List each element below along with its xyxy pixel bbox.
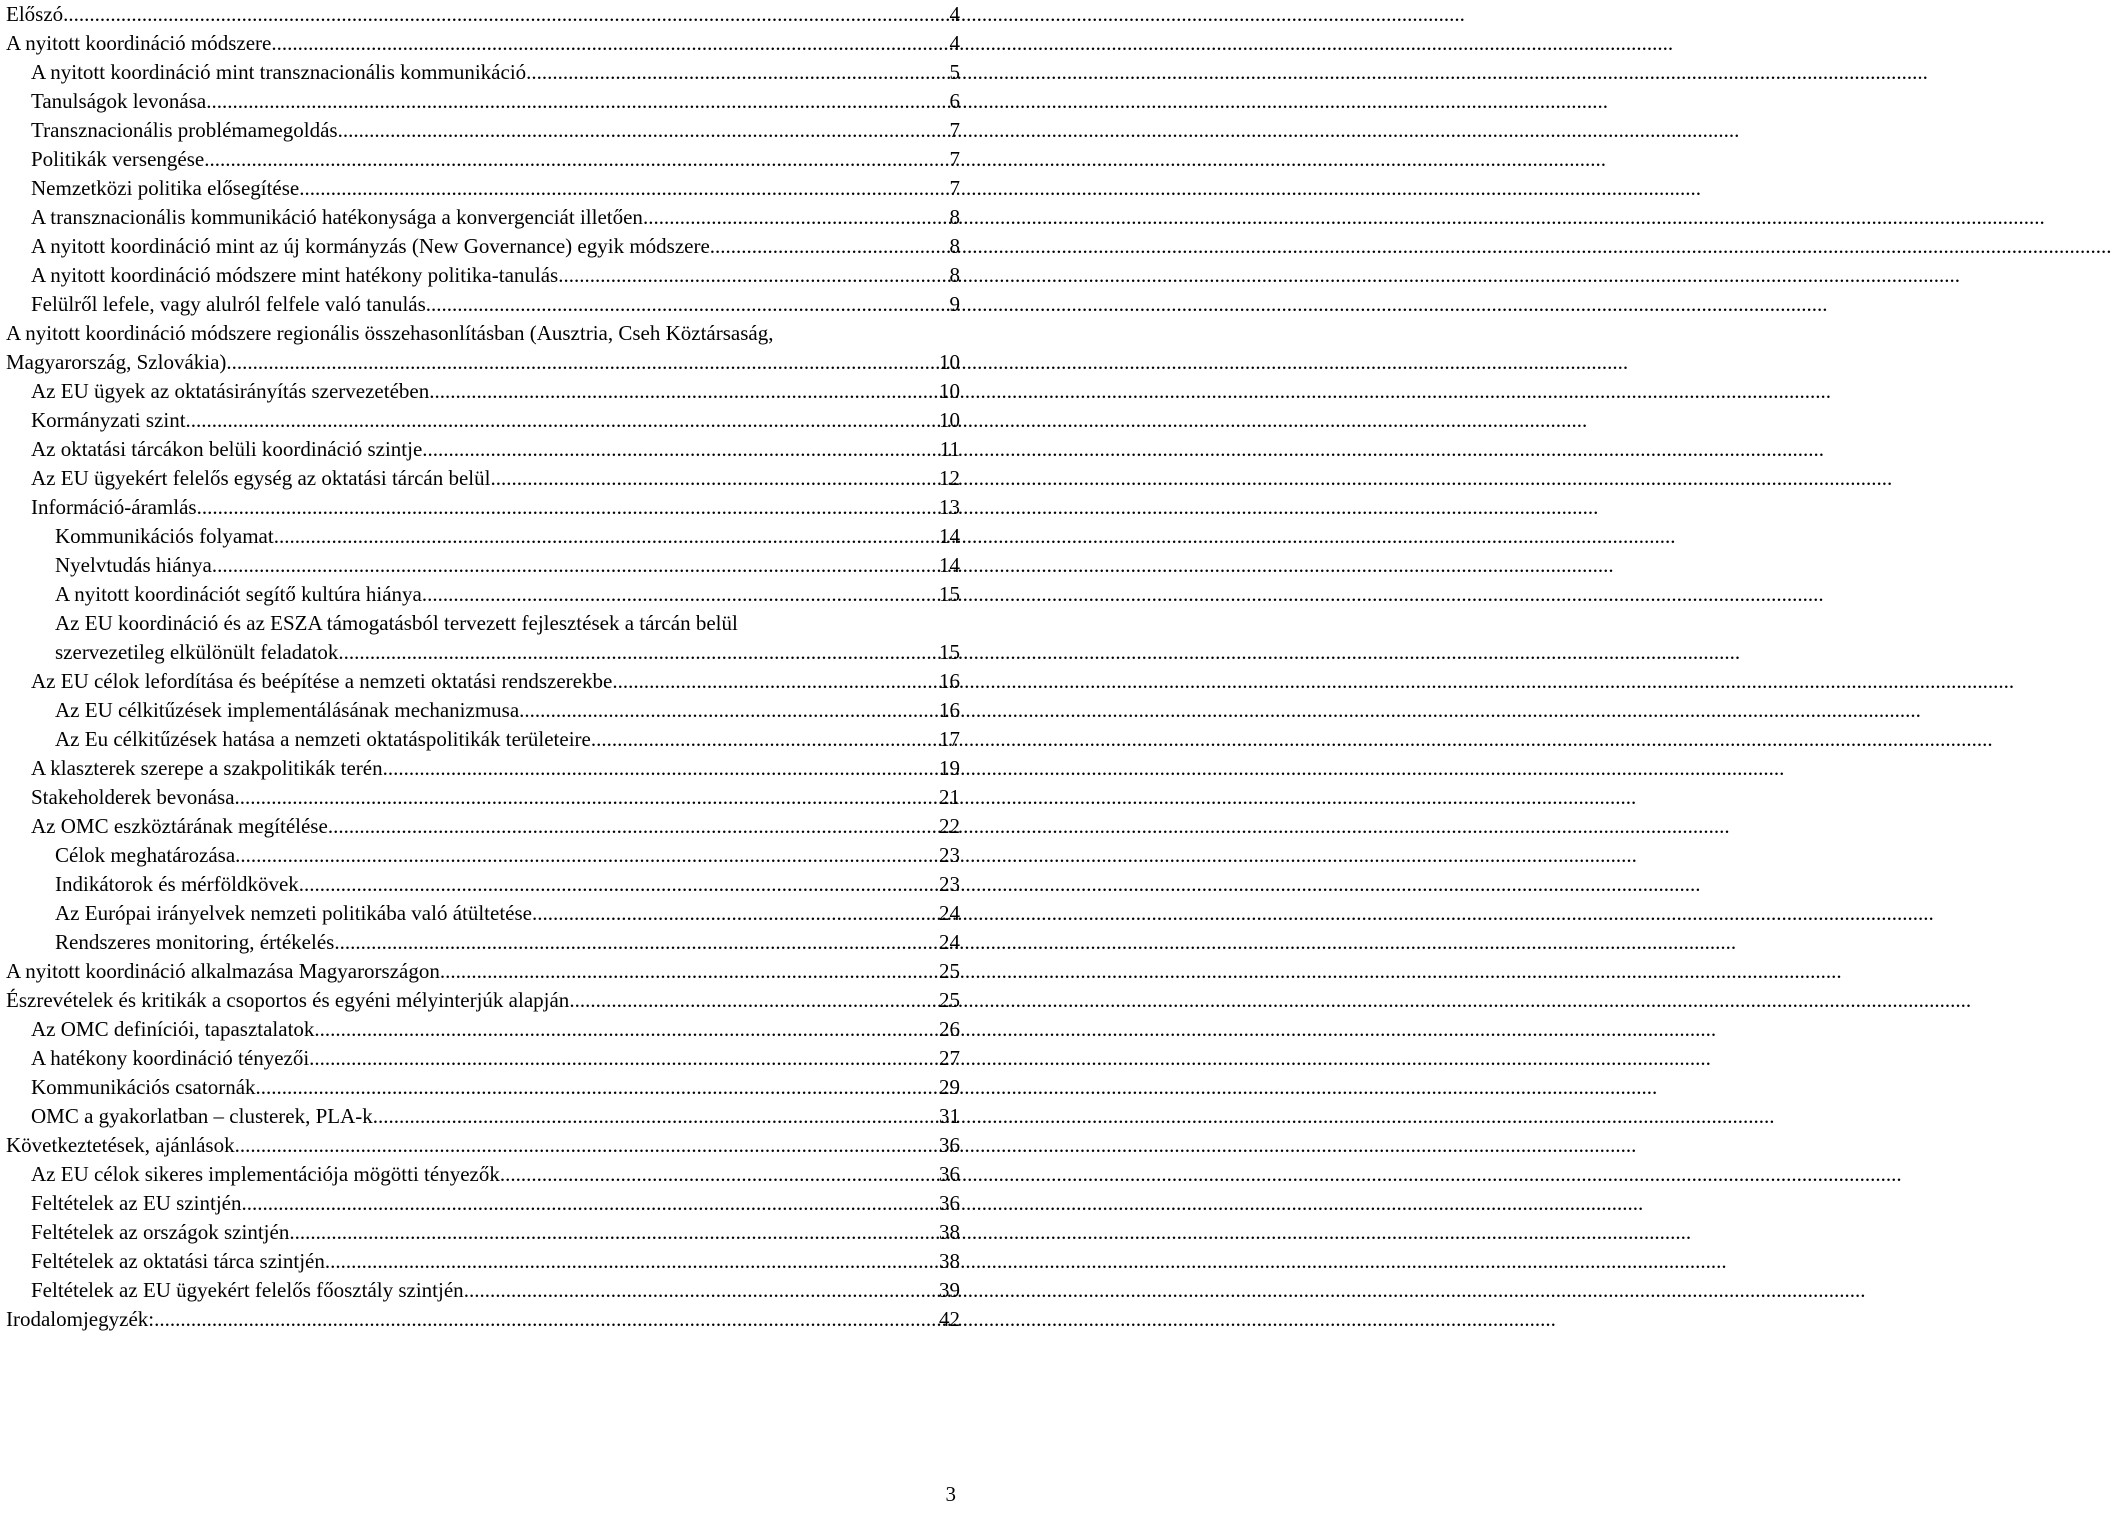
toc-entry[interactable] xyxy=(6,754,960,783)
toc-dot-leader xyxy=(299,174,945,203)
toc-entry-title: Feltételek az oktatási tárca szintjén xyxy=(31,1249,325,1273)
toc-entry-page: 4 xyxy=(949,2,960,26)
toc-entry-title: Nemzetközi politika elősegítése xyxy=(31,176,300,200)
toc-entry[interactable] xyxy=(6,174,960,203)
toc-entry-line xyxy=(31,145,960,174)
toc-dot-leader xyxy=(314,1015,935,1044)
toc-entry[interactable] xyxy=(6,812,960,841)
toc-entry[interactable] xyxy=(6,957,960,986)
toc-dot-leader xyxy=(338,116,946,145)
toc-entry[interactable] xyxy=(6,1160,960,1189)
toc-entry-line xyxy=(31,1218,960,1247)
toc-entry-page: 21 xyxy=(939,785,960,809)
toc-entry-line xyxy=(31,493,960,522)
toc-entry-title: Nyelvtudás hiánya xyxy=(55,553,212,577)
toc-entry[interactable] xyxy=(6,551,960,580)
toc-entry-page: 25 xyxy=(939,959,960,983)
toc-entry[interactable] xyxy=(6,145,960,174)
toc-entry-page: 31 xyxy=(939,1104,960,1128)
toc-entry-title: Az EU ügyek az oktatásirányítás szervezetében xyxy=(31,379,430,403)
toc-entry-title: Kommunikációs folyamat xyxy=(55,524,274,548)
toc-dot-leader xyxy=(422,435,935,464)
toc-entry-title: Célok meghatározása xyxy=(55,843,236,867)
toc-entry-page: 7 xyxy=(949,176,960,200)
toc-entry-line xyxy=(31,377,960,406)
toc-dot-leader xyxy=(612,667,935,696)
toc-entry[interactable] xyxy=(6,580,960,609)
toc-entry[interactable] xyxy=(6,406,960,435)
toc-entry[interactable] xyxy=(6,986,960,1015)
toc-dot-leader xyxy=(710,232,946,261)
toc-entry-title: Politikák versengése xyxy=(31,147,205,171)
toc-entry-line xyxy=(31,464,960,493)
toc-entry-title: Következtetések, ajánlások xyxy=(6,1133,235,1157)
toc-entry-page: 7 xyxy=(949,147,960,171)
toc-entry-line xyxy=(31,1102,960,1131)
toc-entry-page: 42 xyxy=(939,1307,960,1331)
toc-dot-leader xyxy=(426,290,946,319)
toc-dot-leader xyxy=(334,928,935,957)
toc-entry-page: 8 xyxy=(949,205,960,229)
toc-entry-page: 17 xyxy=(939,727,960,751)
toc-entry-title: Feltételek az EU szintjén xyxy=(31,1191,242,1215)
toc-dot-leader xyxy=(373,1102,935,1131)
toc-entry-page: 36 xyxy=(939,1133,960,1157)
toc-entry[interactable] xyxy=(6,522,960,551)
toc-entry[interactable] xyxy=(6,1247,960,1276)
toc-entry-page: 13 xyxy=(939,495,960,519)
toc-entry-page: 38 xyxy=(939,1220,960,1244)
toc-entry[interactable] xyxy=(6,667,960,696)
toc-entry[interactable] xyxy=(6,1218,960,1247)
toc-entry[interactable] xyxy=(6,290,960,319)
toc-entry-title: Az EU célok lefordítása és beépítése a nemzeti oktatási rendszerekbe xyxy=(31,669,613,693)
toc-entry-title: Az Európai irányelvek nemzeti politikába való átültetése xyxy=(55,901,532,925)
toc-entry-title: A nyitott koordinációt segítő kultúra hiánya xyxy=(55,582,422,606)
toc-entry-line xyxy=(55,870,960,899)
toc-entry[interactable] xyxy=(6,261,960,290)
toc-entry-page: 23 xyxy=(939,843,960,867)
toc-entry[interactable] xyxy=(6,841,960,870)
toc-entry-line xyxy=(31,1044,960,1073)
toc-entry[interactable] xyxy=(6,0,960,29)
toc-entry-page: 4 xyxy=(949,31,960,55)
toc-entry-page: 26 xyxy=(939,1017,960,1041)
toc-entry-page: 25 xyxy=(939,988,960,1012)
toc-dot-leader xyxy=(440,957,935,986)
toc-dot-leader xyxy=(212,551,935,580)
toc-entry-line xyxy=(31,1247,960,1276)
toc-entry[interactable] xyxy=(6,58,960,87)
toc-entry-page: 6 xyxy=(949,89,960,113)
toc-entry-line xyxy=(31,116,960,145)
toc-dot-leader xyxy=(274,522,935,551)
toc-dot-leader xyxy=(197,493,935,522)
toc-entry-title: Felülről lefele, vagy alulról felfele való tanulás xyxy=(31,292,426,316)
toc-dot-leader xyxy=(338,638,935,667)
toc-entry-page: 24 xyxy=(939,930,960,954)
toc-entry-page: 36 xyxy=(939,1191,960,1215)
toc-entry-line xyxy=(55,696,960,725)
toc-dot-leader xyxy=(271,29,945,58)
toc-entry[interactable] xyxy=(6,1305,960,1334)
toc-entry-line xyxy=(31,232,960,261)
toc-entry-line xyxy=(31,1276,960,1305)
toc-entry-line xyxy=(31,290,960,319)
toc-entry-line xyxy=(31,406,960,435)
toc-entry-line xyxy=(55,580,960,609)
toc-entry-line xyxy=(55,551,960,580)
toc-entry-title: A transznacionális kommunikáció hatékonysága a konvergenciát illetően xyxy=(31,205,643,229)
toc-entry-page: 9 xyxy=(949,292,960,316)
toc-entry-title: Magyarország, Szlovákia) xyxy=(6,350,227,374)
toc-entry[interactable] xyxy=(6,1276,960,1305)
toc-entry-title: A hatékony koordináció tényezői xyxy=(31,1046,310,1070)
toc-entry[interactable] xyxy=(6,870,960,899)
toc-entry-title: Indikátorok és mérföldkövek xyxy=(55,872,299,896)
toc-entry-title: Kormányzati szint xyxy=(31,408,186,432)
toc-entry-page: 15 xyxy=(939,640,960,664)
toc-entry[interactable] xyxy=(6,116,960,145)
toc-entry-line xyxy=(31,435,960,464)
toc-entry-page: 10 xyxy=(939,350,960,374)
toc-entry-line xyxy=(31,667,960,696)
toc-dot-leader xyxy=(309,1044,935,1073)
toc-entry-line xyxy=(6,1131,960,1160)
toc-entry[interactable] xyxy=(6,87,960,116)
toc-entry-title: A klaszterek szerepe a szakpolitikák terén xyxy=(31,756,383,780)
toc-dot-leader xyxy=(532,899,935,928)
toc-entry[interactable] xyxy=(6,435,960,464)
toc-entry-title-line: Az EU koordináció és az ESZA támogatásból tervezett fejlesztések a tárcán belül xyxy=(55,611,738,635)
toc-entry-page: 23 xyxy=(939,872,960,896)
toc-entry-line xyxy=(31,1160,960,1189)
toc-entry-line xyxy=(55,928,960,957)
toc-dot-leader xyxy=(206,87,945,116)
toc-entry-line xyxy=(6,957,960,986)
toc-entry-title: A nyitott koordináció alkalmazása Magyarországon xyxy=(6,959,440,983)
toc-entry-page: 10 xyxy=(939,408,960,432)
toc-entry[interactable] xyxy=(6,928,960,957)
toc-entry-title: OMC a gyakorlatban – clusterek, PLA-k xyxy=(31,1104,373,1128)
toc-dot-leader xyxy=(204,145,945,174)
toc-dot-leader xyxy=(325,1247,935,1276)
toc-dot-leader xyxy=(299,870,935,899)
toc-dot-leader xyxy=(242,1189,935,1218)
toc-entry-title: Az EU célkitűzések implementálásának mechanizmusa xyxy=(55,698,520,722)
toc-entry-page: 5 xyxy=(949,60,960,84)
toc-entry-title: Stakeholderek bevonása xyxy=(31,785,235,809)
toc-entry-line xyxy=(55,841,960,870)
toc-entry[interactable] xyxy=(6,1015,960,1044)
toc-entry-line xyxy=(31,58,960,87)
toc-entry-title-line: A nyitott koordináció módszere regionális összehasonlításban (Ausztria, Cseh Köztársaság, xyxy=(6,321,774,345)
toc-entry[interactable] xyxy=(6,696,960,725)
toc-entry[interactable] xyxy=(6,377,960,406)
toc-dot-leader xyxy=(569,986,935,1015)
toc-entry-page: 38 xyxy=(939,1249,960,1273)
toc-entry-line xyxy=(31,1189,960,1218)
toc-entry-title: Feltételek az országok szintjén xyxy=(31,1220,290,1244)
toc-entry[interactable] xyxy=(6,464,960,493)
toc-entry-title: szervezetileg elkülönült feladatok xyxy=(55,640,339,664)
document-page xyxy=(0,0,960,1515)
toc-entry-line xyxy=(6,348,960,377)
toc-entry-title: Feltételek az EU ügyekért felelős főosztály szintjén xyxy=(31,1278,464,1302)
toc-entry[interactable] xyxy=(6,783,960,812)
toc-entry-page: 16 xyxy=(939,669,960,693)
toc-entry-title: Tanulságok levonása xyxy=(31,89,207,113)
toc-entry-page: 39 xyxy=(939,1278,960,1302)
toc-entry-title: Az OMC eszköztárának megítélése xyxy=(31,814,328,838)
toc-entry-title: Az EU ügyekért felelős egység az oktatási tárcán belül xyxy=(31,466,491,490)
toc-entry[interactable] xyxy=(6,203,960,232)
toc-dot-leader xyxy=(519,696,935,725)
toc-dot-leader xyxy=(526,58,945,87)
toc-entry[interactable] xyxy=(6,725,960,754)
toc-entry[interactable] xyxy=(6,1073,960,1102)
toc-entry-title: A nyitott koordináció módszere mint hatékony politika-tanulás xyxy=(31,263,559,287)
toc-entry-line xyxy=(31,87,960,116)
toc-entry-page: 29 xyxy=(939,1075,960,1099)
toc-entry-page: 14 xyxy=(939,524,960,548)
toc-entry[interactable] xyxy=(6,609,960,667)
toc-dot-leader xyxy=(383,754,935,783)
toc-entry[interactable] xyxy=(6,1189,960,1218)
toc-entry-line xyxy=(31,174,960,203)
page-number: 3 xyxy=(945,1482,956,1506)
toc-entry[interactable] xyxy=(6,1044,960,1073)
toc-dot-leader xyxy=(422,580,935,609)
toc-entry-title: A nyitott koordináció mint az új kormányzás (New Governance) egyik módszere xyxy=(31,234,710,258)
toc-entry-title: A nyitott koordináció mint transznacionális kommunikáció xyxy=(31,60,527,84)
toc-entry[interactable] xyxy=(6,493,960,522)
toc-entry[interactable] xyxy=(6,319,960,377)
toc-entry-page: 11 xyxy=(939,437,960,461)
toc-dot-leader xyxy=(235,1131,935,1160)
toc-entry-title: Észrevételek és kritikák a csoportos és egyéni mélyinterjúk alapján xyxy=(6,988,570,1012)
toc-dot-leader xyxy=(490,464,935,493)
toc-dot-leader xyxy=(63,0,945,29)
toc-entry[interactable] xyxy=(6,1102,960,1131)
toc-dot-leader xyxy=(591,725,935,754)
toc-entry-line xyxy=(55,725,960,754)
toc-entry-line xyxy=(6,0,960,29)
toc-entry-title: Az Eu célkitűzések hatása a nemzeti oktatáspolitikák területeire xyxy=(55,727,591,751)
toc-entry-line xyxy=(55,638,960,667)
toc-entry-title: A nyitott koordináció módszere xyxy=(6,31,272,55)
toc-entry-page: 19 xyxy=(939,756,960,780)
toc-dot-leader xyxy=(235,783,935,812)
toc-entry-line xyxy=(6,986,960,1015)
toc-entry-page: 7 xyxy=(949,118,960,142)
toc-entry-title: Az oktatási tárcákon belüli koordináció szintje xyxy=(31,437,423,461)
toc-entry-line xyxy=(31,783,960,812)
toc-dot-leader xyxy=(558,261,945,290)
toc-entry-line xyxy=(55,522,960,551)
toc-entry-title: Transznacionális problémamegoldás xyxy=(31,118,338,142)
toc-dot-leader xyxy=(186,406,935,435)
toc-dot-leader xyxy=(464,1276,935,1305)
toc-entry-title: Az EU célok sikeres implementációja mögötti tényezők xyxy=(31,1162,500,1186)
toc-dot-leader xyxy=(328,812,935,841)
toc-entry[interactable] xyxy=(6,29,960,58)
toc-dot-leader xyxy=(154,1305,935,1334)
toc-entry-line xyxy=(55,899,960,928)
toc-entry-title: Kommunikációs csatornák xyxy=(31,1075,256,1099)
toc-entry-line xyxy=(31,261,960,290)
toc-entry-page: 24 xyxy=(939,901,960,925)
toc-dot-leader xyxy=(289,1218,935,1247)
toc-dot-leader xyxy=(256,1073,935,1102)
toc-entry-page: 36 xyxy=(939,1162,960,1186)
toc-entry-page: 14 xyxy=(939,553,960,577)
toc-entry-title: Információ-áramlás xyxy=(31,495,197,519)
toc-entry-line xyxy=(31,1073,960,1102)
toc-entry-page: 16 xyxy=(939,698,960,722)
toc-entry-line xyxy=(6,1305,960,1334)
toc-entry-page: 10 xyxy=(939,379,960,403)
toc-entry-line xyxy=(31,812,960,841)
toc-entry-line xyxy=(31,1015,960,1044)
toc-entry[interactable] xyxy=(6,1131,960,1160)
toc-dot-leader xyxy=(235,841,935,870)
toc-entry-line xyxy=(31,203,960,232)
toc-entry[interactable] xyxy=(6,232,960,261)
table-of-contents xyxy=(6,0,960,1334)
toc-entry-page: 15 xyxy=(939,582,960,606)
toc-entry[interactable] xyxy=(6,899,960,928)
toc-entry-page: 8 xyxy=(949,263,960,287)
toc-entry-title: Irodalomjegyzék: xyxy=(6,1307,155,1331)
toc-entry-title: Előszó xyxy=(6,2,64,26)
toc-entry-line xyxy=(6,29,960,58)
toc-dot-leader xyxy=(643,203,946,232)
toc-entry-title: Az OMC definíciói, tapasztalatok xyxy=(31,1017,315,1041)
toc-entry-page: 22 xyxy=(939,814,960,838)
toc-entry-page: 8 xyxy=(949,234,960,258)
toc-entry-page: 12 xyxy=(939,466,960,490)
toc-dot-leader xyxy=(226,348,935,377)
toc-dot-leader xyxy=(429,377,935,406)
toc-dot-leader xyxy=(500,1160,935,1189)
toc-entry-title: Rendszeres monitoring, értékelés xyxy=(55,930,335,954)
toc-entry-line xyxy=(31,754,960,783)
toc-entry-page: 27 xyxy=(939,1046,960,1070)
